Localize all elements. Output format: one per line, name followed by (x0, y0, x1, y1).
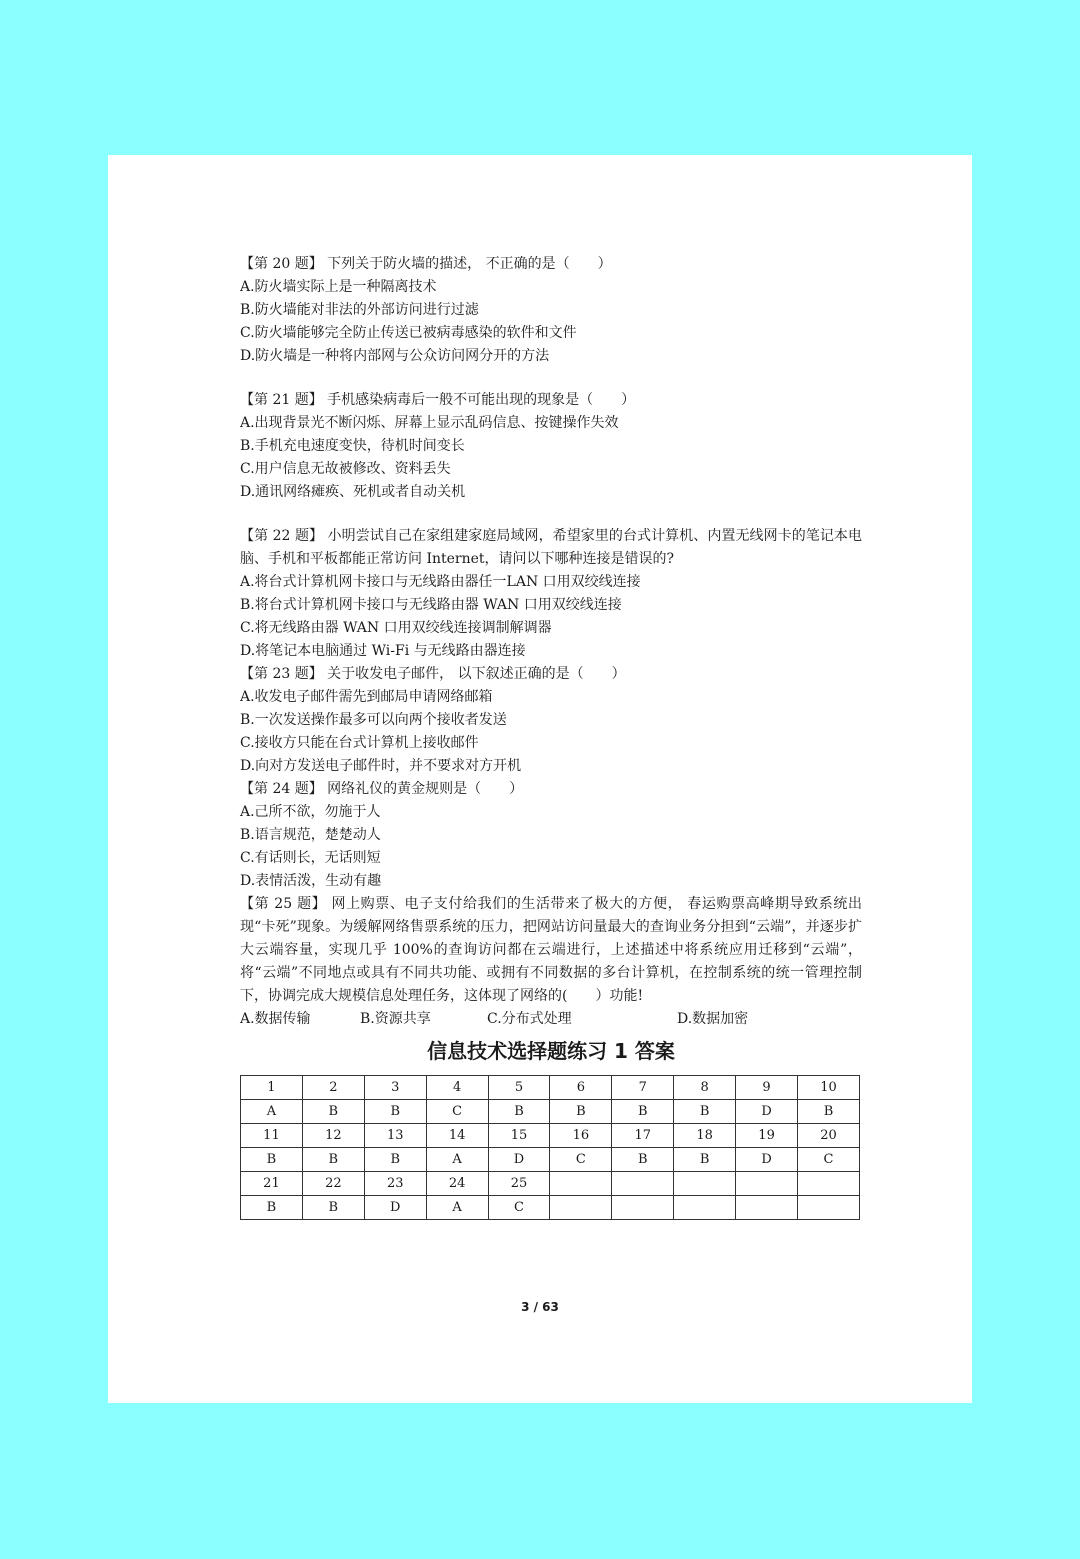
table-cell: 24 (426, 1172, 488, 1196)
table-row (241, 1076, 860, 1100)
table-cell: C (426, 1100, 488, 1124)
page-content (240, 253, 862, 1220)
option-d: D.通讯网络瘫痪、死机或者自动关机 (240, 484, 466, 500)
table-cell: 8 (674, 1076, 736, 1100)
table-cell: C (488, 1196, 550, 1220)
table-cell (736, 1172, 798, 1196)
table-cell: 4 (426, 1076, 488, 1100)
table-cell: B (612, 1148, 674, 1172)
table-cell: 7 (612, 1076, 674, 1100)
table-cell: B (674, 1148, 736, 1172)
table-cell: 18 (674, 1124, 736, 1148)
table-cell: 25 (488, 1172, 550, 1196)
table-cell: B (488, 1100, 550, 1124)
table-row (241, 1196, 860, 1220)
table-cell: A (426, 1196, 488, 1220)
table-cell (798, 1196, 860, 1220)
table-cell: D (364, 1196, 426, 1220)
question-23 (240, 663, 862, 778)
option-d: D.数据加密 (677, 1011, 749, 1027)
table-cell (736, 1196, 798, 1220)
question-22 (240, 525, 862, 663)
table-cell: 20 (798, 1124, 860, 1148)
question-stem: 【第 25 题】 网上购票、电子支付给我们的生活带来了极大的方便， 春运购票高峰期导致系统出现“卡死”现象。为缓解网络售票系统的压力，把网站访问量最大的查询业务分担到“云端”，并逐步扩大云端容量，实现几乎 100%的查询访问都在云端进行，上述描述中将系统应用迁移到“云端”，将“云端”不同地点或具有不同共功能、或拥有不同数据的多台计算机，在控制系统的统一管理控制下，协调完成大规模信息处理任务，这体现了网络的( ）功能! (240, 896, 862, 1004)
question-25 (240, 893, 862, 1031)
option-a: A.数据传输 (240, 1011, 311, 1027)
option-b: B.手机充电速度变快，待机时间变长 (240, 438, 465, 454)
table-cell: 14 (426, 1124, 488, 1148)
option-c: C.有话则长，无话则短 (240, 850, 381, 866)
table-cell: 17 (612, 1124, 674, 1148)
table-cell: 16 (550, 1124, 612, 1148)
table-cell: C (550, 1148, 612, 1172)
table-cell: B (302, 1148, 364, 1172)
option-b: B.资源共享 (360, 1011, 431, 1027)
option-c: C.防火墙能够完全防止传送已被病毒感染的软件和文件 (240, 325, 577, 341)
table-cell: A (426, 1148, 488, 1172)
table-cell: B (302, 1196, 364, 1220)
option-c: C.接收方只能在台式计算机上接收邮件 (240, 735, 479, 751)
table-cell: B (364, 1148, 426, 1172)
table-cell (798, 1172, 860, 1196)
question-stem: 【第 20 题】 下列关于防火墙的描述， 不正确的是（ ） (240, 256, 612, 272)
answer-title: 信息技术选择题练习 1 答案 (427, 1039, 675, 1063)
question-20 (240, 253, 862, 368)
table-cell: B (674, 1100, 736, 1124)
option-a: A.将台式计算机网卡接口与无线路由器任一LAN 口用双绞线连接 (240, 574, 641, 590)
table-cell (612, 1172, 674, 1196)
option-a: A.防火墙实际上是一种隔离技术 (240, 279, 437, 295)
table-cell: 19 (736, 1124, 798, 1148)
table-cell: B (302, 1100, 364, 1124)
document-page (108, 155, 972, 1403)
table-cell: B (241, 1196, 303, 1220)
table-cell: B (550, 1100, 612, 1124)
table-cell: B (612, 1100, 674, 1124)
table-cell (612, 1196, 674, 1220)
table-cell: 12 (302, 1124, 364, 1148)
table-cell: 22 (302, 1172, 364, 1196)
option-b: B.将台式计算机网卡接口与无线路由器 WAN 口用双绞线连接 (240, 597, 622, 613)
option-b: B.防火墙能对非法的外部访问进行过滤 (240, 302, 479, 318)
table-cell: 13 (364, 1124, 426, 1148)
table-cell: B (798, 1100, 860, 1124)
table-cell (674, 1196, 736, 1220)
table-row (241, 1148, 860, 1172)
table-cell: 10 (798, 1076, 860, 1100)
page-number: 3 / 63 (521, 1300, 559, 1314)
options-row (240, 1008, 862, 1031)
option-a: A.出现背景光不断闪烁、屏幕上显示乱码信息、按键操作失效 (240, 415, 619, 431)
table-row (241, 1100, 860, 1124)
table-cell: C (798, 1148, 860, 1172)
table-row (241, 1172, 860, 1196)
option-b: B.语言规范，楚楚动人 (240, 827, 381, 843)
table-cell: 5 (488, 1076, 550, 1100)
option-d: D.将笔记本电脑通过 Wi-Fi 与无线路由器连接 (240, 643, 526, 659)
table-cell: 3 (364, 1076, 426, 1100)
table-cell: 21 (241, 1172, 303, 1196)
table-cell: 1 (241, 1076, 303, 1100)
option-d: D.防火墙是一种将内部网与公众访问网分开的方法 (240, 348, 550, 364)
answer-table (240, 1075, 860, 1220)
table-cell: 2 (302, 1076, 364, 1100)
table-cell: B (364, 1100, 426, 1124)
table-cell: 9 (736, 1076, 798, 1100)
option-c: C.分布式处理 (487, 1011, 572, 1027)
table-cell: 23 (364, 1172, 426, 1196)
table-cell: 6 (550, 1076, 612, 1100)
question-stem: 【第 21 题】 手机感染病毒后一般不可能出现的现象是（ ） (240, 392, 636, 408)
table-cell: B (241, 1148, 303, 1172)
option-d: D.表情活泼，生动有趣 (240, 873, 382, 889)
table-cell: D (488, 1148, 550, 1172)
table-cell (550, 1196, 612, 1220)
question-24 (240, 778, 862, 893)
table-cell (674, 1172, 736, 1196)
table-row (241, 1124, 860, 1148)
option-c: C.用户信息无故被修改、资料丢失 (240, 461, 451, 477)
question-stem: 【第 23 题】 关于收发电子邮件， 以下叙述正确的是（ ） (240, 666, 626, 682)
question-21 (240, 389, 862, 504)
option-b: B.一次发送操作最多可以向两个接收者发送 (240, 712, 507, 728)
option-d: D.向对方发送电子邮件时，并不要求对方开机 (240, 758, 522, 774)
option-a: A.收发电子邮件需先到邮局申请网络邮箱 (240, 689, 493, 705)
table-cell: 11 (241, 1124, 303, 1148)
table-cell (550, 1172, 612, 1196)
option-c: C.将无线路由器 WAN 口用双绞线连接调制解调器 (240, 620, 552, 636)
table-cell: 15 (488, 1124, 550, 1148)
question-stem: 【第 22 题】 小明尝试自己在家组建家庭局域网，希望家里的台式计算机、内置无线网卡的笔记本电脑、手机和平板都能正常访问 Internet，请问以下哪种连接是错误的? (240, 528, 862, 567)
table-cell: D (736, 1148, 798, 1172)
table-cell: A (241, 1100, 303, 1124)
table-cell: D (736, 1100, 798, 1124)
option-a: A.己所不欲，勿施于人 (240, 804, 381, 820)
question-stem: 【第 24 题】 网络礼仪的黄金规则是（ ） (240, 781, 524, 797)
